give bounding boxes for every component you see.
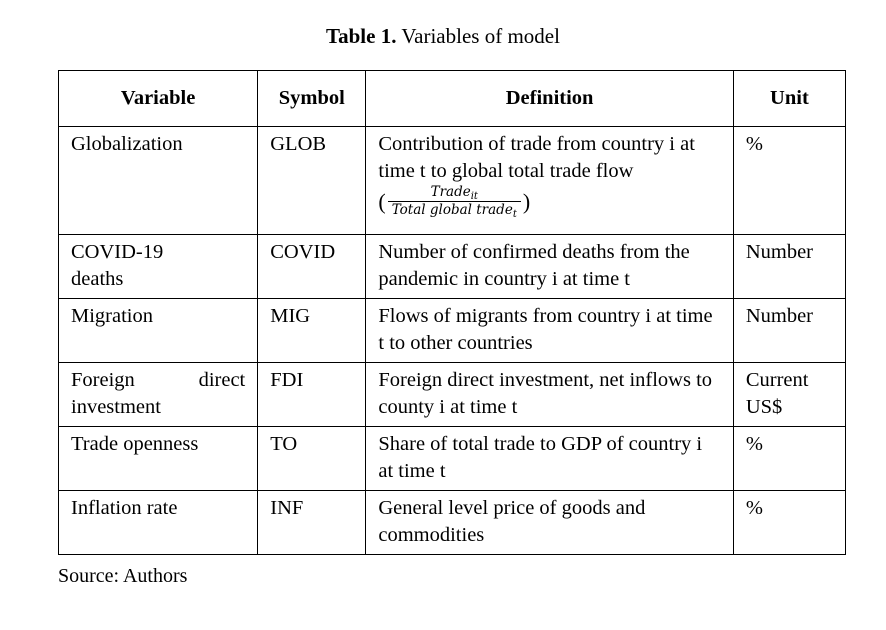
- cell-symbol: COVID: [258, 235, 366, 299]
- cell-unit: Current US$: [733, 363, 845, 427]
- table-header-row: [59, 71, 846, 127]
- cell-variable: [59, 363, 258, 427]
- header-variable: Variable: [59, 71, 258, 127]
- cell-unit: Number: [733, 235, 845, 299]
- cell-variable: Migration: [59, 299, 258, 363]
- numerator-text: Trade: [430, 184, 471, 200]
- table-row: [59, 127, 846, 235]
- numerator-subscript: it: [470, 191, 478, 202]
- cell-symbol: TO: [258, 427, 366, 491]
- header-symbol: Symbol: [258, 71, 366, 127]
- table-row: [59, 299, 846, 363]
- cell-definition: Number of confirmed deaths from the pandemic in country i at time t: [366, 235, 733, 299]
- formula-close-paren: ): [522, 188, 531, 214]
- formula: [378, 185, 720, 218]
- table-row: [59, 363, 846, 427]
- table-caption: [0, 24, 886, 49]
- cell-definition: General level price of goods and commodities: [366, 491, 733, 555]
- cell-unit: %: [733, 491, 845, 555]
- formula-open-paren: (: [378, 188, 386, 214]
- source-note: Source: Authors: [58, 565, 188, 587]
- formula-fraction: [388, 185, 521, 218]
- cell-variable: Globalization: [59, 127, 258, 235]
- variables-table: [58, 70, 846, 555]
- cell-variable: Trade openness: [59, 427, 258, 491]
- header-definition: Definition: [366, 71, 733, 127]
- cell-variable: COVID-19 deaths: [59, 235, 258, 299]
- variable-line-2: investment: [71, 396, 161, 418]
- variable-word-direct: direct: [198, 369, 246, 391]
- formula-denominator: [388, 201, 521, 218]
- header-unit: Unit: [733, 71, 845, 127]
- table-row: [59, 491, 846, 555]
- cell-definition: Share of total trade to GDP of country i at time t: [366, 427, 733, 491]
- cell-symbol: GLOB: [258, 127, 366, 235]
- table-row: [59, 235, 846, 299]
- table-caption-text: Variables of model: [396, 24, 560, 48]
- denominator-subscript: t: [512, 209, 517, 220]
- cell-symbol: FDI: [258, 363, 366, 427]
- table-row: [59, 427, 846, 491]
- definition-text: Contribution of trade from country i at time t to global total trade flow: [378, 133, 695, 182]
- cell-symbol: MIG: [258, 299, 366, 363]
- cell-unit: %: [733, 127, 845, 235]
- cell-unit: %: [733, 427, 845, 491]
- table-caption-label: Table 1.: [326, 24, 397, 48]
- cell-unit: Number: [733, 299, 845, 363]
- cell-definition: Flows of migrants from country i at time t to other countries: [366, 299, 733, 363]
- cell-symbol: INF: [258, 491, 366, 555]
- variable-word-foreign: Foreign: [71, 369, 135, 391]
- formula-numerator: [427, 185, 482, 201]
- cell-definition: [366, 127, 733, 235]
- denominator-text: Total global trade: [391, 202, 513, 218]
- cell-variable: Inflation rate: [59, 491, 258, 555]
- cell-definition: Foreign direct investment, net inflows to county i at time t: [366, 363, 733, 427]
- variable-line-1: [71, 367, 245, 394]
